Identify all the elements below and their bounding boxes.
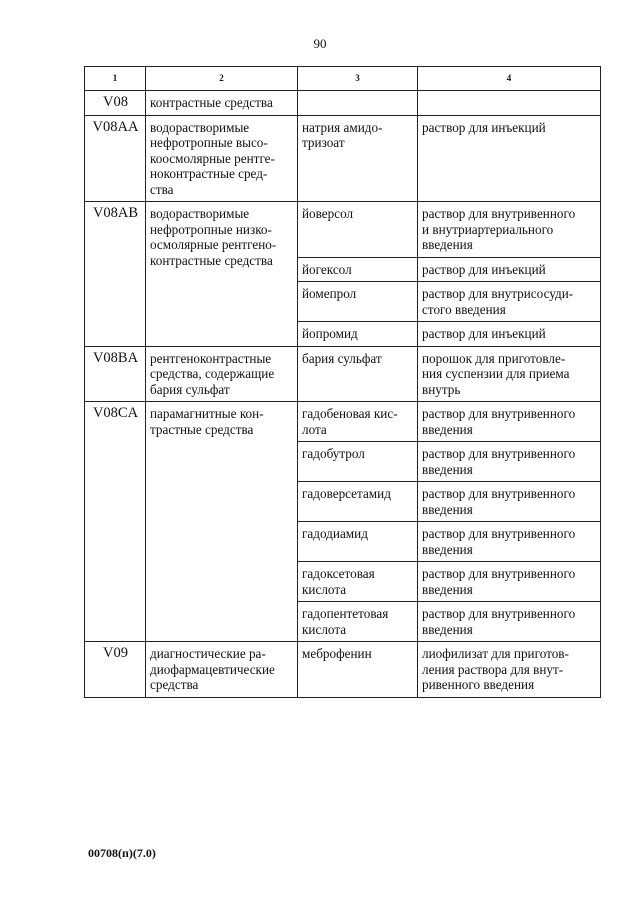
group-name-cell-line: коосмолярные рентге- — [150, 150, 275, 166]
drug-name-cell — [298, 202, 418, 258]
drug-name-cell — [298, 642, 418, 698]
group-name-cell — [146, 91, 298, 116]
dosage-form-cell — [418, 115, 601, 202]
drug-name-cell — [298, 562, 418, 602]
document-code: 00708(п)(7.0) — [88, 846, 156, 860]
drug-name-cell-line: йоверсол — [302, 206, 354, 221]
drug-name-cell — [298, 602, 418, 642]
header-col-1: 1 — [85, 67, 146, 91]
dosage-form-cell-line: введения — [422, 501, 473, 517]
dosage-form-cell-line: введения — [422, 237, 473, 252]
group-name-cell-line: средства, содержащие — [150, 366, 275, 381]
dosage-form-cell — [418, 91, 601, 116]
dosage-form-cell — [418, 322, 601, 347]
header-col-4: 4 — [418, 67, 601, 91]
dosage-form-cell-line: ривенного введения — [422, 677, 535, 692]
group-name-cell-line: водорастворимые — [150, 119, 250, 135]
dosage-form-cell-line: раствор для внутривенного — [422, 606, 576, 621]
drug-name-cell — [298, 115, 418, 202]
drug-name-cell — [298, 257, 418, 282]
table-body — [85, 91, 601, 698]
drug-name-cell — [298, 522, 418, 562]
drug-name-cell — [298, 346, 418, 402]
dosage-form-cell-line: раствор для внутривенного — [422, 446, 576, 461]
table-row — [85, 202, 601, 258]
atc-code-cell: V09 — [85, 642, 146, 698]
header-col-3: 3 — [298, 67, 418, 91]
dosage-form-cell-line: введения — [422, 421, 473, 437]
page-number: 90 — [313, 36, 327, 51]
dosage-form-cell-line: ления раствора для внут- — [422, 661, 564, 677]
drug-name-cell — [298, 482, 418, 522]
atc-code-cell: V08 — [85, 91, 146, 116]
dosage-form-cell-line: ния суспензии для приема — [422, 366, 570, 381]
group-name-cell-line: осмолярные рентгено- — [150, 237, 277, 252]
table-row — [85, 346, 601, 402]
dosage-form-cell — [418, 257, 601, 282]
table-row — [85, 115, 601, 202]
drug-name-cell-line: йогексол — [302, 261, 352, 277]
dosage-form-cell-line: раствор для внутривенного — [422, 486, 576, 501]
dosage-form-cell-line: внутрь — [422, 381, 461, 397]
group-name-cell — [146, 346, 298, 402]
dosage-form-cell-line: и внутриартериального — [422, 221, 554, 237]
group-name-cell-line: ства — [150, 181, 174, 197]
dosage-form-cell-line: раствор для внутривенного — [422, 566, 576, 581]
atc-code-cell: V08BA — [85, 346, 146, 402]
table-row — [85, 402, 601, 442]
drug-name-cell-line: гадоксетовая — [302, 566, 375, 581]
dosage-form-cell-line: раствор для внутривенного — [422, 406, 576, 421]
drug-name-cell-line: йопромид — [302, 326, 358, 341]
group-name-cell — [146, 202, 298, 347]
table-row — [85, 91, 601, 116]
dosage-form-cell — [418, 602, 601, 642]
group-name-cell-line: парамагнитные кон- — [150, 406, 264, 421]
dosage-form-cell-line: порошок для приготовле- — [422, 350, 566, 366]
drug-name-cell-line: гадобутрол — [302, 446, 365, 461]
dosage-form-cell — [418, 442, 601, 482]
dosage-form-cell — [418, 482, 601, 522]
dosage-form-cell-line: раствор для инъекций — [422, 119, 546, 135]
group-name-cell — [146, 402, 298, 642]
group-name-cell-line: диофармацевтические — [150, 661, 275, 677]
group-name-cell-line: диагностические ра- — [150, 646, 266, 661]
group-name-cell-line: средства — [150, 677, 199, 692]
atc-code-cell: V08AA — [85, 115, 146, 202]
drug-name-cell-line: гадопентетовая — [302, 606, 389, 621]
group-name-cell-line: нефротропные низко- — [150, 221, 272, 237]
group-name-cell-line: водорастворимые — [150, 206, 250, 221]
group-name-cell-line: ноконтрастные сред- — [150, 166, 268, 181]
atc-code-cell: V08AB — [85, 202, 146, 347]
table-header-row — [85, 67, 601, 91]
drug-name-cell-line: йомепрол — [302, 286, 357, 301]
atc-code-cell: V08CA — [85, 402, 146, 642]
dosage-form-cell-line: введения — [422, 581, 473, 597]
group-name-cell-line: трастные средства — [150, 421, 254, 437]
dosage-form-cell — [418, 402, 601, 442]
drug-name-cell-line: лота — [302, 421, 327, 437]
dosage-form-cell — [418, 282, 601, 322]
dosage-form-cell — [418, 642, 601, 698]
drug-name-cell — [298, 282, 418, 322]
dosage-form-cell-line: раствор для внутривенного — [422, 526, 576, 541]
table-row — [85, 642, 601, 698]
drug-name-cell-line: меброфенин — [302, 646, 372, 661]
group-name-cell — [146, 642, 298, 698]
drug-name-cell-line: кислота — [302, 581, 347, 597]
drug-name-cell — [298, 442, 418, 482]
drug-name-cell-line: тризоат — [302, 135, 345, 150]
drug-name-cell-line: гадодиамид — [302, 526, 368, 541]
drug-name-cell-line: гадоверсетамид — [302, 486, 391, 501]
drug-name-cell-line: бария сульфат — [302, 350, 382, 366]
dosage-form-cell-line: введения — [422, 621, 473, 637]
dosage-form-cell-line: раствор для внутривенного — [422, 206, 576, 221]
drug-name-cell — [298, 91, 418, 116]
group-name-cell-line: рентгеноконтрастные — [150, 350, 272, 366]
dosage-form-cell-line: введения — [422, 541, 473, 557]
header-col-2: 2 — [146, 67, 298, 91]
drug-name-cell-line: гадобеновая кис- — [302, 406, 398, 421]
dosage-form-cell-line: раствор для инъекций — [422, 261, 546, 277]
dosage-form-cell — [418, 562, 601, 602]
dosage-form-cell — [418, 202, 601, 258]
drug-name-cell-line: натрия амидо- — [302, 119, 383, 135]
drug-classification-table — [84, 66, 601, 698]
dosage-form-cell-line: стого введения — [422, 301, 506, 317]
dosage-form-cell-line: раствор для внутрисосуди- — [422, 286, 574, 301]
dosage-form-cell — [418, 346, 601, 402]
group-name-cell-line: нефротропные высо- — [150, 135, 268, 150]
dosage-form-cell-line: введения — [422, 461, 473, 477]
group-name-cell-line: бария сульфат — [150, 381, 230, 397]
drug-name-cell — [298, 322, 418, 347]
dosage-form-cell — [418, 522, 601, 562]
drug-name-cell — [298, 402, 418, 442]
group-name-cell — [146, 115, 298, 202]
group-name-cell-line: контрастные средства — [150, 95, 273, 110]
dosage-form-cell-line: раствор для инъекций — [422, 326, 546, 341]
group-name-cell-line: контрастные средства — [150, 252, 273, 268]
drug-name-cell-line: кислота — [302, 621, 347, 637]
dosage-form-cell-line: лиофилизат для приготов- — [422, 646, 569, 661]
